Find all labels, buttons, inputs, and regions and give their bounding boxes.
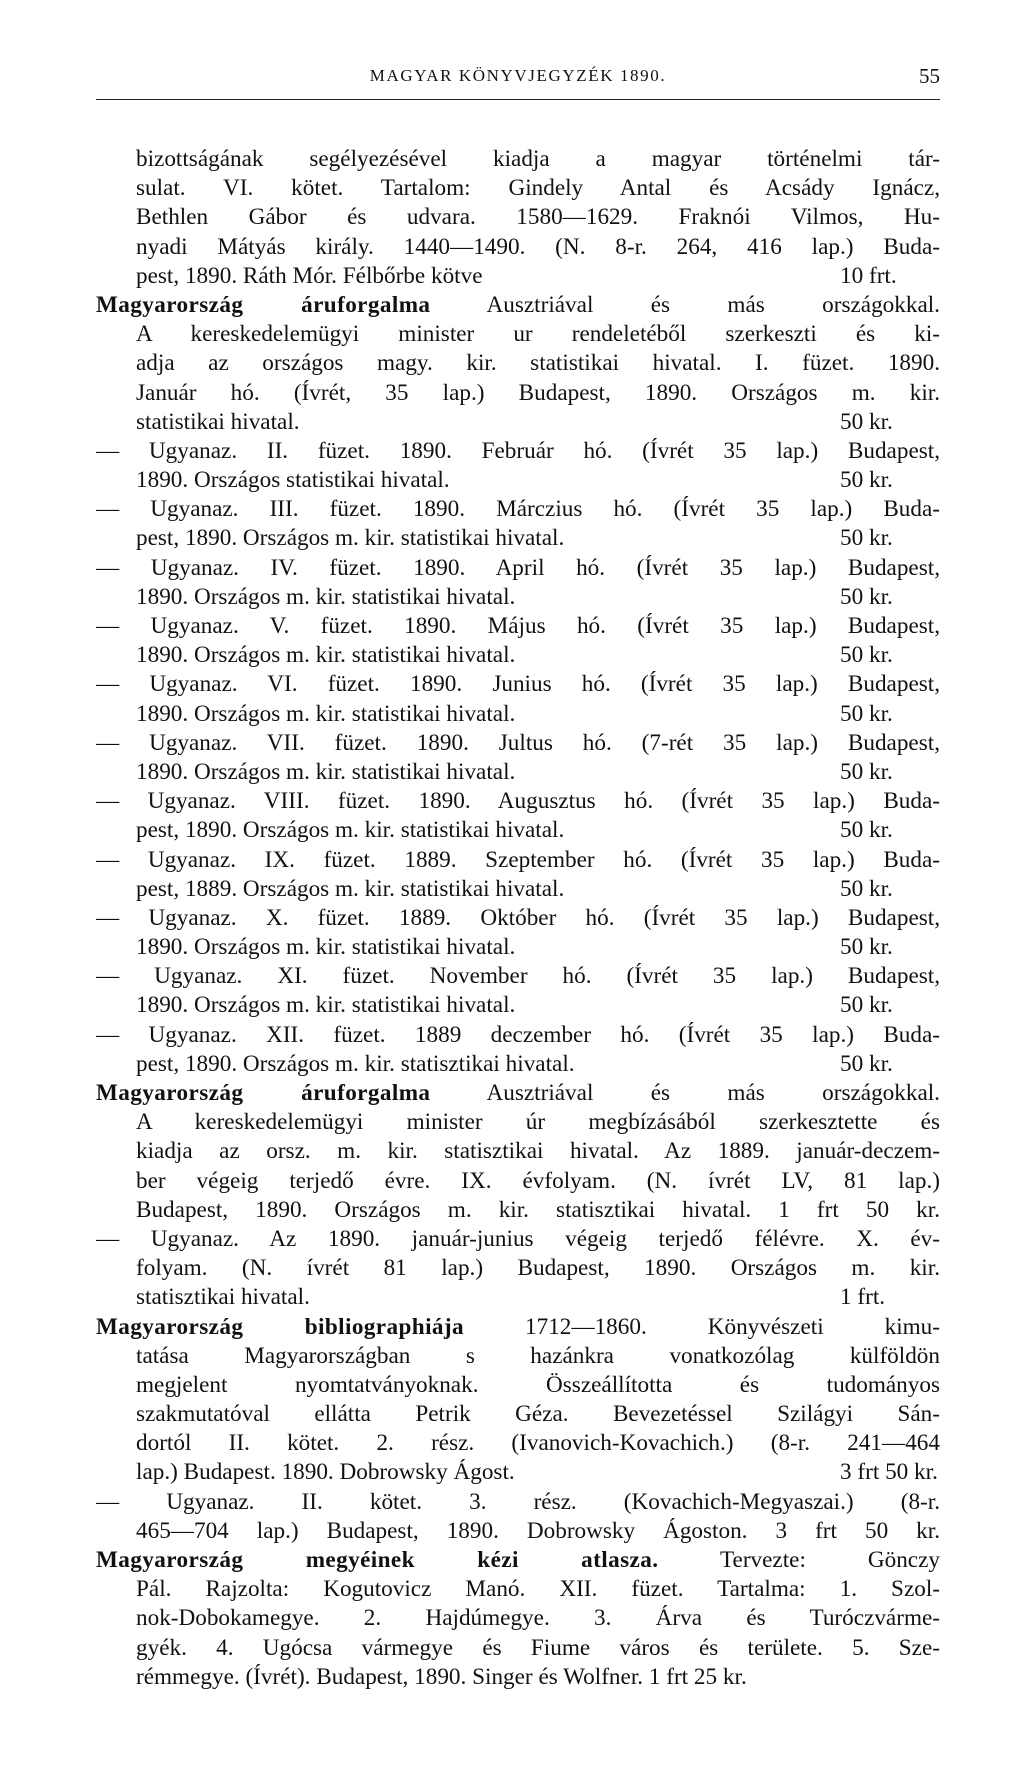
text-line	[96, 1429, 940, 1458]
line-text: — Ugyanaz. V. füzet. 1890. Május hó. (Ívrét 35 lap.) Budapest,	[96, 613, 940, 639]
text-line	[96, 991, 940, 1020]
text-line	[96, 408, 940, 437]
price: 50 kr.	[840, 992, 893, 1019]
text-line	[96, 670, 940, 699]
text-line	[96, 320, 940, 349]
price: 50 kr.	[840, 758, 893, 785]
text-line	[96, 933, 940, 962]
line-text: nok-Dobokamegye. 2. Hajdúmegye. 3. Árva és Turóczvárme-	[136, 1605, 940, 1632]
line-text: pest, 1890. Országos m. kir. statisztikai hivatal.	[136, 1050, 575, 1077]
running-title: MAGYAR KÖNYVJEGYZÉK 1890.	[369, 66, 667, 85]
line-text: pest, 1890. Országos m. kir. statistikai hivatal.	[136, 525, 565, 552]
text-line	[96, 1546, 940, 1575]
text-line	[96, 1050, 940, 1079]
text-line	[96, 1604, 940, 1633]
line-text: ber végeig terjedő évre. IX. évfolyam. (N. ívrét LV, 81 lap.)	[136, 1167, 940, 1194]
line-text: pest, 1890. Országos m. kir. statistikai hivatal.	[136, 817, 565, 844]
text-line	[96, 1634, 940, 1663]
text-line	[96, 495, 940, 524]
line-text: — Ugyanaz. VI. füzet. 1890. Junius hó. (Ívrét 35 lap.) Budapest,	[96, 671, 940, 698]
line-text: Budapest, 1890. Országos m. kir. statisztikai hivatal. 1 frt 50 kr.	[136, 1196, 940, 1223]
price: 50 kr.	[840, 875, 893, 902]
line-text: lap.) Budapest. 1890. Dobrowsky Ágost.	[136, 1459, 515, 1486]
line-text: Ausztriával és más országokkal.	[430, 1080, 940, 1106]
line-text: — Ugyanaz. X. füzet. 1889. Október hó. (Ívrét 35 lap.) Budapest,	[96, 904, 940, 931]
line-text: statistikai hivatal.	[136, 408, 300, 435]
text-line	[96, 641, 940, 670]
text-line	[96, 1254, 940, 1283]
text-line	[96, 729, 940, 758]
text-line	[96, 1196, 940, 1225]
price: 50 kr.	[840, 934, 893, 961]
line-text: Bethlen Gábor és udvara. 1580—1629. Fraknói Vilmos, Hu-	[136, 204, 940, 231]
price: 10 frt.	[840, 262, 897, 289]
line-text: pest, 1889. Országos m. kir. statistikai hivatal.	[136, 875, 565, 902]
text-line	[96, 1342, 940, 1371]
text-line	[96, 524, 940, 553]
page-number: 55	[919, 64, 940, 88]
line-text: megjelent nyomtatványoknak. Összeállította és tudományos	[136, 1371, 940, 1398]
text-line	[96, 1108, 940, 1137]
line-text: — Ugyanaz. XII. füzet. 1889 deczember hó. (Ívrét 35 lap.) Buda-	[96, 1021, 940, 1048]
price: 50 kr.	[840, 467, 893, 494]
line-text: 1890. Országos m. kir. statistikai hivatal.	[136, 934, 516, 961]
line-text: — Ugyanaz. Az 1890. január-junius végeig terjedő félévre. X. év-	[96, 1225, 940, 1252]
text-line	[96, 379, 940, 408]
text-line	[96, 233, 940, 262]
text-line	[96, 1225, 940, 1254]
price: 50 kr.	[840, 408, 893, 435]
line-text: rémmegye. (Ívrét). Budapest, 1890. Singer és Wolfner. 1 frt 25 kr.	[136, 1663, 747, 1690]
line-text: 1890. Országos m. kir. statistikai hivatal.	[136, 992, 516, 1019]
entry-heading: Magyarország áruforgalma	[96, 1080, 431, 1106]
header-rule	[96, 99, 940, 100]
line-text: kiadja az orsz. m. kir. statisztikai hivatal. Az 1889. január-deczem-	[136, 1138, 940, 1165]
text-line	[96, 1079, 940, 1108]
text-line	[96, 1021, 940, 1050]
text-line	[96, 1283, 940, 1312]
line-text: adja az országos magy. kir. statistikai hivatal. I. füzet. 1890.	[136, 350, 940, 377]
line-text: 1890. Országos m. kir. statistikai hivatal.	[136, 583, 516, 610]
price: 50 kr.	[840, 642, 893, 669]
line-text: szakmutatóval ellátta Petrik Géza. Bevezetéssel Szilágyi Sán-	[136, 1401, 940, 1428]
text-line	[96, 1313, 940, 1342]
text-line	[96, 904, 940, 933]
text-line	[96, 816, 940, 845]
line-text: 465—704 lap.) Budapest, 1890. Dobrowsky Ágoston. 3 frt 50 kr.	[136, 1517, 940, 1544]
line-text: sulat. VI. kötet. Tartalom: Gindely Antal és Acsády Ignácz,	[136, 175, 940, 202]
line-text: 1712—1860. Könyvészeti kimu-	[464, 1313, 940, 1340]
text-line	[96, 262, 940, 291]
line-text: Január hó. (Ívrét, 35 lap.) Budapest, 1890. Országos m. kir.	[136, 379, 940, 406]
entry-heading: Magyarország megyéinek kézi atlasza.	[96, 1547, 659, 1573]
line-text: Ausztriával és más országokkal.	[430, 291, 940, 318]
text-line	[96, 758, 940, 787]
text-line	[96, 1167, 940, 1196]
price: 50 kr.	[840, 700, 893, 727]
text-line	[96, 1517, 940, 1546]
text-line	[96, 1488, 940, 1517]
text-line	[96, 962, 940, 991]
text-line	[96, 291, 940, 320]
page-header	[96, 66, 940, 96]
price: 50 kr.	[840, 1050, 893, 1077]
text-line	[96, 1137, 940, 1166]
text-line	[96, 583, 940, 612]
line-text: — Ugyanaz. VIII. füzet. 1890. Augusztus hó. (Ívrét 35 lap.) Buda-	[96, 788, 940, 815]
line-text: Pál. Rajzolta: Kogutovicz Manó. XII. füzet. Tartalma: 1. Szol-	[136, 1576, 940, 1603]
line-text: dortól II. kötet. 2. rész. (Ivanovich-Kovachich.) (8-r. 241—464	[136, 1430, 940, 1457]
text-line	[96, 145, 940, 174]
text-line	[96, 174, 940, 203]
text-line	[96, 846, 940, 875]
line-text: nyadi Mátyás király. 1440—1490. (N. 8-r. 264, 416 lap.) Buda-	[136, 233, 940, 260]
text-line	[96, 1458, 940, 1487]
text-line	[96, 612, 940, 641]
line-text: pest, 1890. Ráth Mór. Félbőrbe kötve	[136, 262, 483, 289]
text-line	[96, 787, 940, 816]
line-text: 1890. Országos m. kir. statistikai hivatal.	[136, 700, 516, 727]
line-text: gyék. 4. Ugócsa vármegye és Fiume város és területe. 5. Sze-	[136, 1634, 940, 1661]
price: 3 frt 50 kr.	[840, 1459, 938, 1486]
line-text: tatása Magyarországban s hazánkra vonatkozólag külföldön	[136, 1342, 940, 1369]
line-text: — Ugyanaz. VII. füzet. 1890. Jultus hó. (7-rét 35 lap.) Budapest,	[96, 729, 940, 756]
line-text: bizottságának segélyezésével kiadja a magyar történelmi tár-	[136, 146, 940, 172]
price: 50 kr.	[840, 817, 893, 844]
text-line	[96, 437, 940, 466]
line-text: 1890. Országos statistikai hivatal.	[136, 467, 450, 494]
line-text: 1890. Országos m. kir. statistikai hivatal.	[136, 642, 516, 669]
text-line	[96, 875, 940, 904]
text-line	[96, 1575, 940, 1604]
text-line	[96, 700, 940, 729]
line-text: Tervezte: Gönczy	[658, 1547, 940, 1573]
price: 50 kr.	[840, 525, 893, 552]
text-line	[96, 466, 940, 495]
line-text: — Ugyanaz. III. füzet. 1890. Márczius hó. (Ívrét 35 lap.) Buda-	[96, 496, 940, 523]
line-text: folyam. (N. ívrét 81 lap.) Budapest, 1890. Országos m. kir.	[136, 1255, 940, 1282]
line-text: — Ugyanaz. II. kötet. 3. rész. (Kovachich-Megyaszai.) (8-r.	[96, 1488, 940, 1515]
line-text: A kereskedelemügyi minister ur rendeletéből szerkeszti és ki-	[136, 321, 940, 348]
line-text: — Ugyanaz. XI. füzet. November hó. (Ívrét 35 lap.) Budapest,	[96, 963, 940, 990]
price: 1 frt.	[840, 1284, 886, 1311]
text-line	[96, 554, 940, 583]
bibliography-text	[96, 145, 940, 1692]
line-text: A kereskedelemügyi minister úr megbízásából szerkesztette és	[136, 1109, 940, 1136]
entry-heading: Magyarország áruforgalma	[96, 291, 431, 318]
line-text: — Ugyanaz. IX. füzet. 1889. Szeptember hó. (Ívrét 35 lap.) Buda-	[96, 846, 940, 873]
price: 50 kr.	[840, 583, 893, 610]
entry-heading: Magyarország bibliographiája	[96, 1313, 465, 1340]
line-text: — Ugyanaz. II. füzet. 1890. Február hó. (Ívrét 35 lap.) Budapest,	[96, 437, 940, 464]
text-line	[96, 1663, 940, 1692]
line-text: statisztikai hivatal.	[136, 1284, 310, 1311]
text-line	[96, 203, 940, 232]
line-text: 1890. Országos m. kir. statistikai hivatal.	[136, 758, 516, 785]
text-line	[96, 1400, 940, 1429]
line-text: — Ugyanaz. IV. füzet. 1890. April hó. (Ívrét 35 lap.) Budapest,	[96, 554, 940, 581]
text-line	[96, 349, 940, 378]
text-line	[96, 1371, 940, 1400]
